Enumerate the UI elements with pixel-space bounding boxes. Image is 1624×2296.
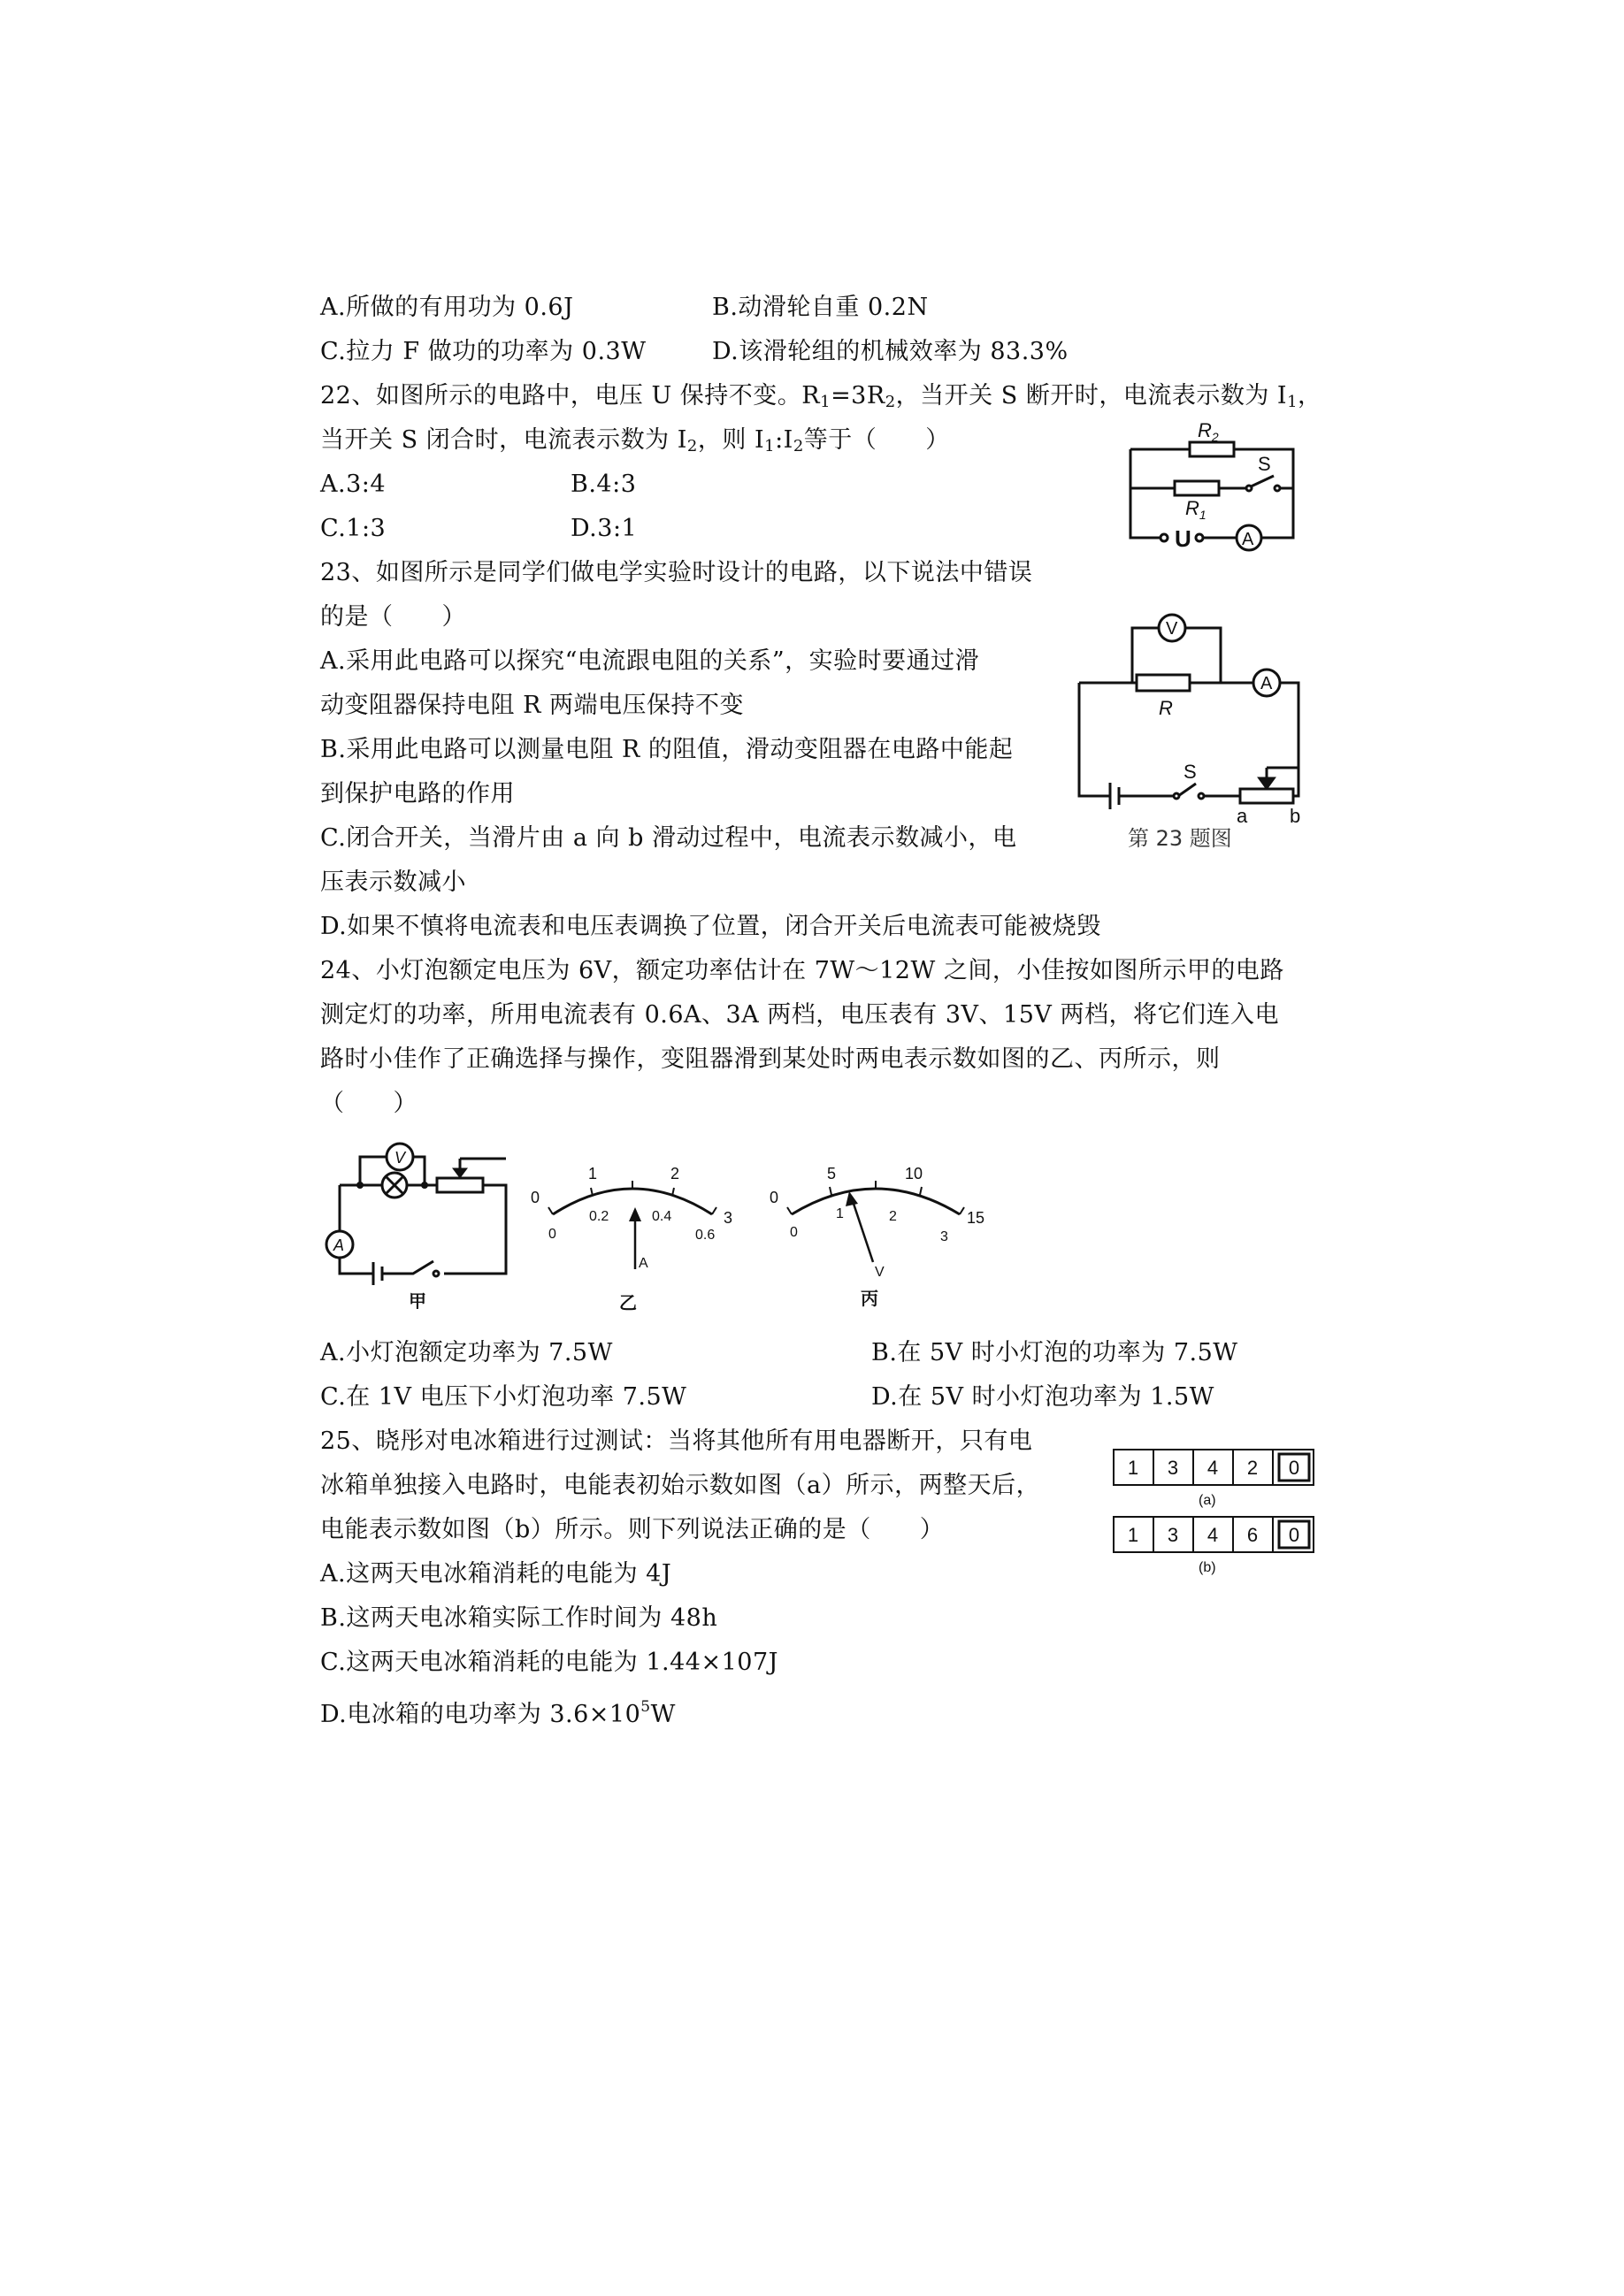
q22-option-c: C.1:3 — [320, 515, 387, 542]
q23-fig-resistor-label: R — [1159, 697, 1173, 719]
q22-fig-voltage-label: U — [1175, 525, 1191, 552]
q24-yi-top-1: 1 — [588, 1165, 598, 1182]
q22-option-d: D.3:1 — [571, 515, 638, 542]
q25-stem-line1: 25、晓彤对电冰箱进行过测试：当将其他所有用电器断开，只有电 — [320, 1427, 1033, 1455]
q24-stem-line4: （ ） — [320, 1090, 417, 1117]
q23-option-a-line2: 动变阻器保持电阻 R 两端电压保持不变 — [320, 692, 744, 719]
q23-option-c-line1: C.闭合开关，当滑片由 a 向 b 滑动过程中，电流表示数减小，电 — [320, 824, 1017, 852]
q24-stem-line3: 路时小佳作了正确选择与操作，变阻器滑到某处时两电表示数如图的乙、丙所示，则 — [320, 1045, 1221, 1073]
q23-fig-slider-a-label: a — [1237, 805, 1248, 823]
q25-meter-b-digit-5: 0 — [1288, 1524, 1300, 1546]
q23-option-b-line1: B.采用此电路可以测量电阻 R 的阻值，滑动变阻器在电路中能起 — [320, 736, 1014, 763]
q24-voltmeter-bing — [756, 1137, 995, 1313]
q24-circuit-jia — [320, 1132, 524, 1309]
q22-option-b: B.4:3 — [571, 471, 637, 498]
q23-fig-ammeter-label: A — [1260, 674, 1273, 693]
q25-meter-a-digit-4: 2 — [1246, 1457, 1259, 1479]
q25-meter-a-digit-2: 3 — [1167, 1457, 1179, 1479]
q22-fig-switch-label: S — [1258, 453, 1271, 475]
q25-meter-b-digit-1: 1 — [1127, 1524, 1139, 1546]
q23-fig-slider-b-label: b — [1290, 805, 1301, 823]
q24-bing-needle-label: V — [875, 1265, 885, 1280]
q23-stem-line2: 的是（ ） — [320, 603, 466, 631]
q24-bing-bottom-1: 1 — [836, 1206, 844, 1221]
q24-bing-caption: 丙 — [861, 1290, 878, 1309]
q25-meter-a-digit-5: 0 — [1288, 1457, 1300, 1479]
q24-bing-bottom-0: 0 — [790, 1225, 798, 1240]
q24-yi-caption: 乙 — [619, 1294, 637, 1313]
q22-fig-r2-label: $R_2$ — [1198, 419, 1219, 444]
q22-stem-line2: 当开关 S 闭合时，电流表示数为 $I_2$，则 $I_1:I_2$等于（ ） — [320, 426, 950, 455]
q25-meter-b-digit-3: 4 — [1207, 1524, 1219, 1546]
q23-fig-voltmeter-label: V — [1166, 619, 1178, 639]
q21-option-b: B.动滑轮自重 0.2N — [712, 294, 929, 321]
q25-option-b: B.这两天电冰箱实际工作时间为 48h — [320, 1604, 718, 1632]
q24-yi-top-3: 3 — [724, 1209, 733, 1227]
q24-stem-line2: 测定灯的功率，所用电流表有 0.6A、3A 两档，电压表有 3V、15V 两档，将它们连入电 — [320, 1001, 1279, 1029]
q25-meter-b-digit-2: 3 — [1167, 1524, 1179, 1546]
q25-meter-a-digit-3: 4 — [1207, 1457, 1219, 1479]
q24-yi-bottom-1: 0.2 — [589, 1209, 609, 1224]
q24-option-d: D.在 5V 时小灯泡功率为 1.5W — [871, 1383, 1214, 1411]
q25-stem-line2: 冰箱单独接入电路时，电能表初始示数如图（a）所示，两整天后， — [320, 1472, 1041, 1499]
q24-yi-top-2: 2 — [670, 1165, 680, 1182]
q23-figure-caption: 第 23 题图 — [1128, 826, 1232, 851]
q24-option-b: B.在 5V 时小灯泡的功率为 7.5W — [871, 1339, 1238, 1366]
q24-jia-caption: 甲 — [409, 1292, 426, 1309]
q23-option-a-line1: A.采用此电路可以探究“电流跟电阻的关系”，实验时要通过滑 — [320, 647, 980, 675]
q23-circuit-diagram — [1070, 610, 1327, 823]
q24-yi-top-0: 0 — [531, 1189, 540, 1206]
q24-jia-voltmeter-label: V — [395, 1149, 406, 1167]
q24-yi-bottom-0: 0 — [548, 1227, 556, 1242]
q23-option-c-line2: 压表示数减小 — [320, 869, 466, 896]
q25-stem-line3: 电能表示数如图（b）所示。则下列说法正确的是（ ） — [320, 1516, 945, 1543]
q25-option-d: D.电冰箱的电功率为 $3.6\times 10^5W$ — [320, 1698, 676, 1728]
q23-fig-switch-label: S — [1184, 761, 1197, 783]
q25-option-a: A.这两天电冰箱消耗的电能为 4J — [320, 1560, 672, 1588]
q25-meter-a-digit-1: 1 — [1127, 1457, 1139, 1479]
q21-option-a: A.所做的有用功为 0.6J — [320, 294, 574, 321]
q24-stem-line1: 24、小灯泡额定电压为 6V，额定功率估计在 7W～12W 之间，小佳按如图所示甲的电路 — [320, 957, 1284, 984]
q25-option-c: C.这两天电冰箱消耗的电能为 1.44×107J — [320, 1649, 778, 1676]
q24-yi-needle-label: A — [639, 1256, 648, 1271]
q23-stem-line1: 23、如图所示是同学们做电学实验时设计的电路，以下说法中错误 — [320, 559, 1033, 586]
q21-option-c: C.拉力 F 做功的功率为 0.3W — [320, 338, 647, 365]
q24-yi-bottom-3: 0.6 — [695, 1228, 716, 1243]
q23-option-d: D.如果不慎将电流表和电压表调换了位置，闭合开关后电流表可能被烧毁 — [320, 913, 1101, 940]
q24-bing-bottom-2: 2 — [889, 1209, 897, 1224]
q22-fig-ammeter-label: A — [1242, 530, 1254, 549]
q22-option-a: A.3:4 — [320, 471, 387, 498]
q22-fig-r1-label: $R_1$ — [1185, 497, 1207, 522]
q25-meter-b-digit-4: 6 — [1246, 1524, 1259, 1546]
q24-bing-top-1: 5 — [827, 1165, 837, 1182]
q24-bing-top-0: 0 — [770, 1189, 779, 1206]
q24-option-c: C.在 1V 电压下小灯泡功率 7.5W — [320, 1383, 687, 1411]
q22-stem-line1: 22、如图所示的电路中，电压 U 保持不变。$R_1=3R_2$，当开关 S 断开时，电流表示数为 $I_1$， — [320, 382, 1322, 411]
q25-meter-b-label: (b) — [1199, 1560, 1216, 1575]
q24-yi-bottom-2: 0.4 — [652, 1209, 672, 1224]
q24-bing-bottom-3: 3 — [940, 1229, 948, 1244]
q25-meter-readings — [1110, 1446, 1318, 1588]
q24-ammeter-yi — [522, 1137, 743, 1313]
q23-option-b-line2: 到保护电路的作用 — [320, 780, 515, 807]
q24-bing-top-3: 15 — [967, 1209, 985, 1227]
q22-circuit-diagram — [1106, 416, 1318, 557]
q21-option-d: D.该滑轮组的机械效率为 83.3% — [712, 338, 1069, 365]
q24-option-a: A.小灯泡额定功率为 7.5W — [320, 1339, 613, 1366]
q24-jia-ammeter-label: A — [333, 1236, 345, 1254]
q25-meter-a-label: (a) — [1199, 1493, 1216, 1508]
q24-bing-top-2: 10 — [905, 1165, 923, 1182]
